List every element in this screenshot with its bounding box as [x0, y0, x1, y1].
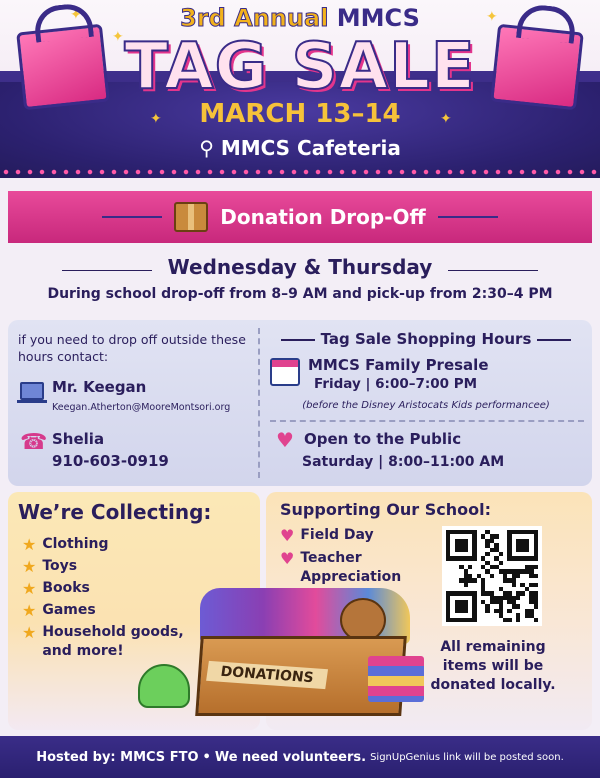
presale-time: Friday | 6:00–7:00 PM — [314, 376, 478, 392]
public-time: Saturday | 8:00–11:00 AM — [302, 454, 505, 470]
contact-name-shelia: Shelia — [52, 430, 105, 448]
star-icon: ★ — [22, 579, 37, 598]
public-hours: 8:00–11:00 AM — [388, 454, 505, 470]
toy-dinosaur-icon — [138, 664, 190, 708]
collecting-title: We’re Collecting: — [18, 500, 212, 524]
sparkle-icon: ✦ — [440, 111, 452, 127]
event-title: TAG SALE — [124, 30, 476, 104]
heart-icon: ♥ — [276, 428, 294, 452]
hours-title — [270, 330, 582, 348]
title-rule — [537, 339, 571, 341]
qr-module — [534, 618, 538, 622]
list-item — [22, 578, 192, 600]
list-item-label: Field Day — [300, 527, 374, 543]
dropoff-times: During school drop-off from 8–9 AM and pick-up from 2:30–4 PM — [47, 286, 553, 302]
header — [0, 0, 600, 178]
phone-icon: ☎ — [20, 430, 48, 455]
footer-volunteers: We need volunteers. — [214, 749, 367, 765]
heart-icon: ♥ — [280, 526, 295, 545]
star-icon: ★ — [22, 623, 37, 642]
list-item-label: Household goods, and more! — [42, 624, 184, 659]
footer-separator: • — [202, 749, 211, 765]
support-title: Supporting Our School: — [280, 500, 491, 519]
footer — [0, 736, 600, 778]
list-item-label: Games — [42, 602, 96, 618]
dropoff-days: Wednesday & Thursday — [167, 255, 433, 279]
support-list — [280, 526, 410, 591]
hours-title-label: Tag Sale Shopping Hours — [320, 330, 532, 348]
subtitle-ordinal: 3rd Annual — [180, 4, 329, 32]
heart-icon: ♥ — [280, 549, 295, 568]
hours-divider — [270, 420, 584, 422]
list-item-label: Toys — [42, 558, 78, 574]
list-item-label: Books — [42, 580, 90, 596]
box-icon — [174, 202, 208, 232]
donation-banner — [8, 191, 592, 243]
event-location — [0, 136, 600, 160]
presale-hours: 6:00–7:00 PM — [375, 376, 478, 392]
qr-code[interactable] — [442, 526, 542, 626]
donation-banner-label: Donation Drop-Off — [220, 205, 426, 229]
star-icon: ★ — [22, 535, 37, 554]
contact-note: if you need to drop off outside these hours contact: — [18, 332, 246, 364]
presale-note: (before the Disney Aristocats Kids performancee) — [302, 400, 550, 411]
public-day: Saturday — [302, 454, 374, 470]
list-item-label: Teacher Appreciation — [300, 550, 402, 585]
remaining-note: All remaining items will be donated locally. — [430, 639, 556, 693]
contact-phone[interactable]: 910-603-0919 — [52, 452, 169, 470]
footer-host: Hosted by: MMCS FTO — [36, 749, 199, 765]
public-title: Open to the Public — [304, 430, 462, 448]
sparkle-icon: ✦ — [486, 9, 498, 25]
presale-day: Friday — [314, 376, 361, 392]
laptop-icon — [20, 382, 44, 400]
presale-title: MMCS Family Presale — [308, 356, 489, 374]
donations-box-label: DONATIONS — [206, 661, 328, 689]
title-rule — [281, 339, 315, 341]
list-item — [22, 600, 192, 622]
sparkle-icon: ✦ — [112, 29, 124, 45]
map-pin-icon: ⚲ — [199, 136, 214, 160]
list-item-label: Clothing — [42, 536, 109, 552]
list-item — [22, 534, 192, 556]
contact-email[interactable]: Keegan.Atherton@MooreMontsori.org — [52, 402, 231, 413]
book-stack-icon — [368, 656, 424, 702]
list-item — [22, 622, 192, 661]
footer-signup-note: SignUpGenius link will be posted soon. — [370, 751, 564, 763]
event-subtitle — [0, 4, 600, 32]
collecting-list — [22, 534, 192, 661]
header-dot-border — [0, 168, 600, 176]
list-item — [22, 556, 192, 578]
star-icon: ★ — [22, 557, 37, 576]
list-item — [280, 549, 410, 587]
list-item — [280, 526, 410, 545]
location-label: MMCS Cafeteria — [220, 136, 401, 160]
contact-name-keegan: Mr. Keegan — [52, 378, 147, 396]
banner-rule — [102, 216, 162, 218]
banner-rule — [438, 216, 498, 218]
event-dates: MARCH 13–14 — [199, 99, 401, 129]
calendar-icon — [270, 358, 300, 386]
star-icon: ★ — [22, 601, 37, 620]
subtitle-org: MMCS — [336, 4, 420, 32]
info-panel — [8, 320, 592, 486]
panel-divider — [258, 328, 260, 478]
sparkle-icon: ✦ — [150, 111, 162, 127]
